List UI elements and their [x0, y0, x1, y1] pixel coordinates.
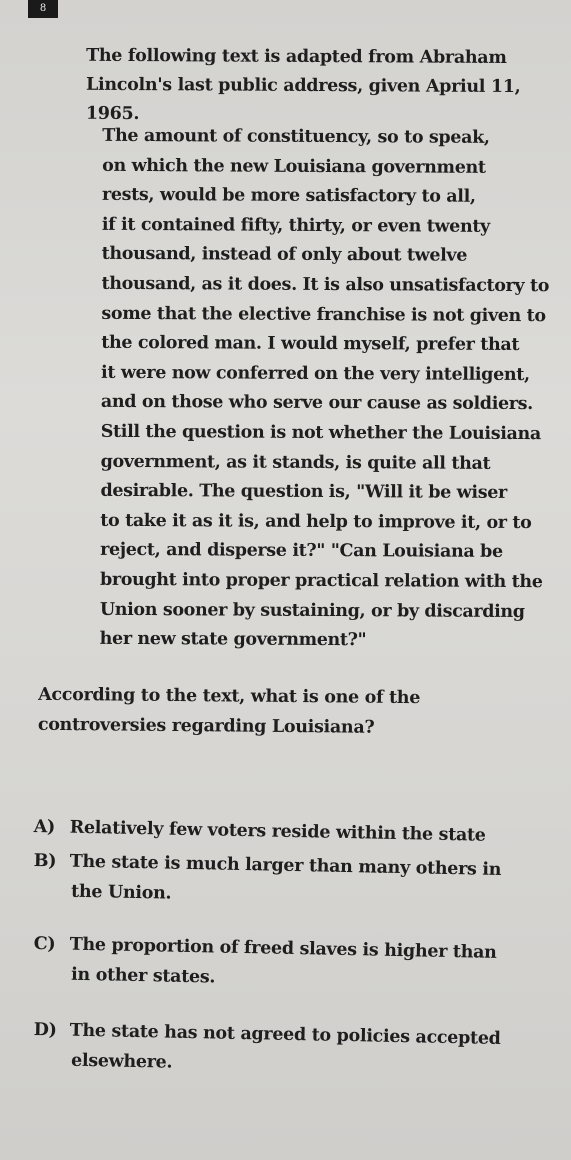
choice-text-continuation: the Union. [70, 881, 172, 904]
choice-letter: C) [33, 933, 56, 955]
choice-text: The state has not agreed to policies accepted [69, 1020, 501, 1049]
choice-text-continuation: elsewhere. [70, 1050, 173, 1073]
answer-choice-d[interactable] [33, 1015, 534, 1085]
question-stem: According to the text, what is one of the controversies regarding Louisiana? [37, 684, 421, 738]
choice-letter: B) [33, 850, 57, 872]
answer-choice-c[interactable] [33, 929, 534, 999]
page-number-tab: 8 [28, 0, 58, 18]
choice-text-continuation: in other states. [70, 964, 216, 988]
passage-introduction: The following text is adapted from Abraham Lincoln's last public address, given Apriul 11, 1965. [85, 45, 521, 125]
passage-text: The amount of constituency, so to speak, on which the new Louisiana government rests, would be more satisfactory to all, if it contained fifty, thirty, or even twenty thousand, instead of only about twelve thousand, as it does. It is also unsatisfactory to some that the elective franchise is not given to the colored man. I would myself, prefer that it were now conferred on the very intelligent, and on those who serve our cause as soldiers. Still the question is not whether the Louisiana government, as it stands, is quite all that desirable. The question is, "Will it be wiser to take it as it is, and help to improve it, or to reject, and disperse it?" "Can Louisiana be brought into proper practical relation with the Union sooner by sustaining, or by discarding her new state government?" [99, 125, 550, 651]
choice-text: The state is much larger than many others in [69, 851, 502, 880]
answer-choice-a[interactable] [33, 812, 533, 852]
answer-choice-b[interactable] [33, 846, 534, 916]
choice-text: The proportion of freed slaves is higher than [69, 934, 497, 963]
choice-letter: A) [33, 816, 56, 838]
choice-text: Relatively few voters reside within the state [69, 817, 486, 846]
choice-letter: D) [33, 1019, 57, 1041]
